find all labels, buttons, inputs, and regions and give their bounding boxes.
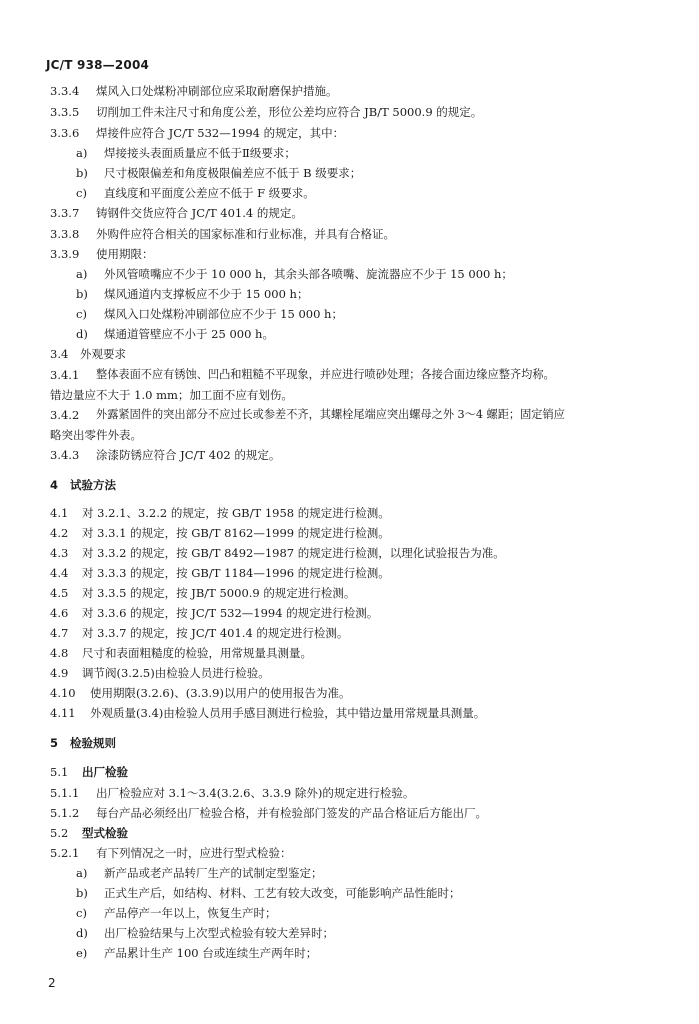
- clause-text: 焊接件应符合 JC/T 532—1994 的规定，其中：: [96, 126, 345, 140]
- clause-text: 煤风入口处煤粉冲刷部位应采取耐磨保护措施。: [96, 84, 338, 98]
- section-title: 外观要求: [80, 347, 126, 361]
- list-text: 新产品或老产品转厂生产的试制定型鉴定；: [104, 866, 323, 880]
- clause-text: 有下列情况之一时，应进行型式检验：: [96, 846, 292, 860]
- clause-number: 4.10: [50, 686, 76, 700]
- clause-text: 对 3.3.7 的规定，按 JC/T 401.4 的规定进行检测。: [82, 626, 349, 640]
- clause-number: 3.3.7: [50, 206, 80, 220]
- list-text: 正式生产后，如结构、材料、工艺有较大改变，可能影响产品性能时；: [104, 886, 461, 900]
- clause-text: 外购件应符合相关的国家标准和行业标准，并具有合格证。: [96, 227, 395, 241]
- list-marker: c): [76, 186, 87, 200]
- list-marker: a): [76, 267, 88, 281]
- list-marker: e): [76, 946, 88, 960]
- clause-text: 对 3.3.2 的规定，按 GB/T 8492—1987 的规定进行检测，以理化试验报告为准。: [82, 546, 505, 560]
- clause-text: 对 3.2.1、3.2.2 的规定，按 GB/T 1958 的规定进行检测。: [82, 506, 390, 520]
- clause-text: 调节阀(3.2.5)由检验人员进行检验。: [82, 666, 270, 680]
- clause-number: 3.3.5: [50, 105, 80, 119]
- chapter-title: 试验方法: [70, 478, 116, 492]
- chapter-number: 5: [50, 736, 59, 750]
- list-text: 直线度和平面度公差应不低于 F 级要求。: [104, 186, 315, 200]
- clause-text: 外观质量(3.4)由检验人员用手感目测进行检验，其中错边量用常规量具测量。: [90, 706, 486, 720]
- list-marker: b): [76, 287, 88, 301]
- clause-number: 4.6: [50, 606, 69, 620]
- list-text: 煤风通道内支撑板应不少于 15 000 h；: [104, 287, 309, 301]
- clause-text: 尺寸和表面粗糙度的检验，用常规量具测量。: [82, 646, 312, 660]
- clause-number: 5.2.1: [50, 846, 80, 860]
- clause-number: 3.4.2: [50, 408, 80, 422]
- page-number: 2: [48, 976, 56, 990]
- list-text: 产品停产一年以上，恢复生产时；: [104, 906, 277, 920]
- clause-number: 3.3.8: [50, 227, 80, 241]
- clause-text: 使用期限(3.2.6)、(3.3.9)以用户的使用报告为准。: [90, 686, 351, 700]
- clause-text: 对 3.3.5 的规定，按 JB/T 5000.9 的规定进行检测。: [82, 586, 356, 600]
- clause-text: 涂漆防锈应符合 JC/T 402 的规定。: [96, 448, 281, 462]
- list-text: 焊接接头表面质量应不低于Ⅱ级要求；: [104, 146, 296, 160]
- list-marker: c): [76, 906, 87, 920]
- clause-text-cont: 错边量应不大于 1.0 mm；加工面不应有划伤。: [50, 388, 293, 402]
- section-title: 型式检验: [82, 826, 128, 840]
- clause-text: 外露紧固件的突出部分不应过长或参差不齐，其螺栓尾端应突出螺母之外 3～4 螺距；固定销应: [96, 408, 565, 421]
- list-marker: b): [76, 886, 88, 900]
- clause-number: 4.5: [50, 586, 69, 600]
- clause-number: 4.1: [50, 506, 69, 520]
- section-title: 出厂检验: [82, 765, 128, 779]
- clause-number: 4.11: [50, 706, 76, 720]
- clause-number: 3.4.1: [50, 368, 80, 382]
- clause-text-cont: 略突出零件外表。: [50, 428, 142, 442]
- clause-number: 4.9: [50, 666, 69, 680]
- clause-number: 5.1.2: [50, 806, 80, 820]
- list-marker: c): [76, 307, 87, 321]
- standard-header: JC/T 938—2004: [46, 58, 150, 72]
- clause-number: 3.3.9: [50, 247, 80, 261]
- clause-number: 5.1.1: [50, 786, 80, 800]
- clause-text: 使用期限：: [96, 247, 154, 261]
- list-text: 煤风入口处煤粉冲刷部位应不少于 15 000 h；: [104, 307, 343, 321]
- clause-number: 3.3.6: [50, 126, 80, 140]
- list-marker: d): [76, 327, 88, 341]
- chapter-number: 4: [50, 478, 59, 492]
- section-number: 5.2: [50, 826, 69, 840]
- list-text: 煤通道管壁应不小于 25 000 h。: [104, 327, 274, 341]
- clause-number: 4.7: [50, 626, 69, 640]
- clause-text: 对 3.3.6 的规定，按 JC/T 532—1994 的规定进行检测。: [82, 606, 379, 620]
- section-number: 3.4: [50, 347, 69, 361]
- list-text: 出厂检验结果与上次型式检验有较大差异时；: [104, 926, 334, 940]
- list-marker: a): [76, 146, 88, 160]
- list-text: 尺寸极限偏差和角度极限偏差应不低于 B 级要求；: [104, 166, 362, 180]
- list-text: 外风管喷嘴应不少于 10 000 h，其余头部各喷嘴、旋流器应不少于 15 000 h；: [104, 267, 513, 281]
- chapter-title: 检验规则: [70, 736, 116, 750]
- clause-text: 每台产品必须经出厂检验合格，并有检验部门签发的产品合格证后方能出厂。: [96, 806, 487, 820]
- clause-text: 对 3.3.3 的规定，按 GB/T 1184—1996 的规定进行检测。: [82, 566, 390, 580]
- list-marker: b): [76, 166, 88, 180]
- clause-number: 3.3.4: [50, 84, 80, 98]
- list-marker: a): [76, 866, 88, 880]
- clause-number: 4.4: [50, 566, 69, 580]
- clause-text: 出厂检验应对 3.1～3.4(3.2.6、3.3.9 除外)的规定进行检验。: [96, 786, 415, 800]
- list-text: 产品累计生产 100 台或连续生产两年时；: [104, 946, 318, 960]
- clause-text: 整体表面不应有锈蚀、凹凸和粗糙不平现象，并应进行喷砂处理；各接合面边缘应整齐均称。: [96, 368, 555, 381]
- list-marker: d): [76, 926, 88, 940]
- clause-number: 3.4.3: [50, 448, 80, 462]
- clause-number: 4.8: [50, 646, 69, 660]
- section-number: 5.1: [50, 765, 69, 779]
- clause-text: 铸钢件交货应符合 JC/T 401.4 的规定。: [96, 206, 303, 220]
- clause-number: 4.2: [50, 526, 69, 540]
- clause-text: 切削加工件未注尺寸和角度公差，形位公差均应符合 JB/T 5000.9 的规定。: [96, 105, 483, 119]
- clause-text: 对 3.3.1 的规定，按 GB/T 8162—1999 的规定进行检测。: [82, 526, 390, 540]
- clause-number: 4.3: [50, 546, 69, 560]
